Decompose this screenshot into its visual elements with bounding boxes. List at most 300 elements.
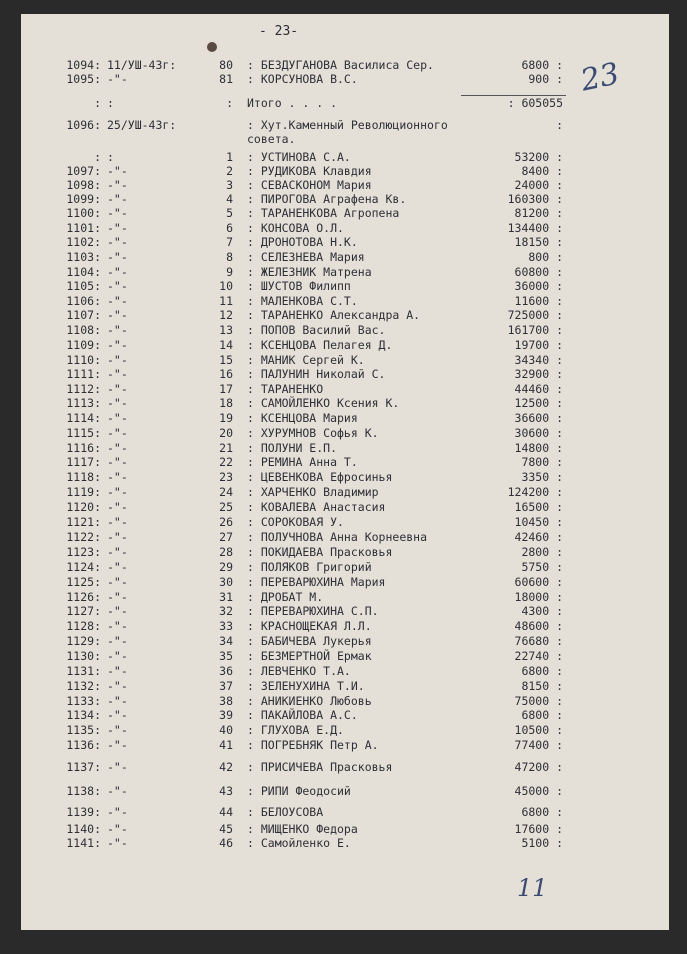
entry-name: : КСЕНЦОВА Мария (247, 411, 358, 425)
entry-amount: 6800 : (521, 805, 563, 819)
entry-number: 1112: (66, 382, 101, 396)
entry-sequence: 19 (219, 411, 233, 425)
entry-date: -"- (107, 604, 128, 618)
entry-sequence: 13 (219, 323, 233, 337)
entry-date: -"- (107, 679, 128, 693)
ledger-row (21, 694, 661, 708)
entry-sequence: 8 (226, 250, 233, 264)
entry-amount: 10500 : (514, 723, 563, 737)
entry-sequence: 15 (219, 353, 233, 367)
entry-date: -"- (107, 560, 128, 574)
entry-sequence: 46 (219, 836, 233, 850)
entry-amount: 60800 : (514, 265, 563, 279)
entry-date: -"- (107, 822, 128, 836)
ledger-row (21, 192, 661, 206)
ledger-row (21, 235, 661, 249)
entry-amount: 6800 : (521, 58, 563, 72)
entry-date: -"- (107, 836, 128, 850)
entry-name: : ДРОНОТОВА Н.К. (247, 235, 358, 249)
entry-number: 1122: (66, 530, 101, 544)
entry-date: -"- (107, 470, 128, 484)
entry-number: 1103: (66, 250, 101, 264)
entry-number: 1095: (66, 72, 101, 86)
entry-name: : ХАРЧЕНКО Владимир (247, 485, 379, 499)
entry-name: : Самойленко Е. (247, 836, 351, 850)
entry-amount: 19700 : (514, 338, 563, 352)
entry-name: : Хут.Каменный Революционного (247, 118, 448, 132)
entry-name: : БЕЗДУГАНОВА Василиса Сер. (247, 58, 434, 72)
entry-amount: 77400 : (514, 738, 563, 752)
entry-date: -"- (107, 164, 128, 178)
entry-sequence: 20 (219, 426, 233, 440)
entry-name: : УСТИНОВА С.А. (247, 150, 351, 164)
punch-hole (207, 42, 217, 52)
entry-number: 1126: (66, 590, 101, 604)
entry-date: -"- (107, 545, 128, 559)
entry-amount: 76680 : (514, 634, 563, 648)
entry-number: 1117: (66, 455, 101, 469)
entry-date: -"- (107, 515, 128, 529)
entry-name: : ПАЛУНИН Николай С. (247, 367, 386, 381)
entry-sequence: 6 (226, 221, 233, 235)
ledger-row (21, 590, 661, 604)
entry-name: Итого . . . . (247, 96, 338, 110)
entry-sequence: 24 (219, 485, 233, 499)
entry-number: 1101: (66, 221, 101, 235)
entry-number: 1102: (66, 235, 101, 249)
ledger-row (21, 805, 661, 819)
entry-number: 1125: (66, 575, 101, 589)
entry-name: : СЕВАСКОНОМ Мария (247, 178, 372, 192)
entry-sequence: 23 (219, 470, 233, 484)
entry-name: : ДРОБАТ М. (247, 590, 324, 604)
entry-date: -"- (107, 441, 128, 455)
entry-sequence: 2 (226, 164, 233, 178)
ledger-row (21, 265, 661, 279)
entry-name: : ПРИСИЧЕВА Прасковья (247, 760, 393, 774)
ledger-row (21, 118, 661, 132)
entry-sequence: 27 (219, 530, 233, 544)
ledger-row (21, 784, 661, 798)
entry-number: 1136: (66, 738, 101, 752)
entry-amount: 5750 : (521, 560, 563, 574)
entry-date: -"- (107, 353, 128, 367)
entry-sequence: 29 (219, 560, 233, 574)
entry-sequence: 35 (219, 649, 233, 663)
entry-sequence: 7 (226, 235, 233, 249)
ledger-row (21, 649, 661, 663)
entry-amount: 30600 : (514, 426, 563, 440)
ledger-row (21, 708, 661, 722)
entry-name: : ПИРОГОВА Аграфена Кв. (247, 192, 407, 206)
entry-amount: 18000 : (514, 590, 563, 604)
entry-date: -"- (107, 426, 128, 440)
entry-amount: 24000 : (514, 178, 563, 192)
entry-number: 1113: (66, 396, 101, 410)
entry-date: -"- (107, 619, 128, 633)
entry-amount: 48600 : (514, 619, 563, 633)
entry-date: -"- (107, 221, 128, 235)
entry-name: : БАБИЧЕВА Лукерья (247, 634, 372, 648)
entry-sequence: 38 (219, 694, 233, 708)
entry-name: : ХУРУМНОВ Софья К. (247, 426, 379, 440)
entry-sequence: 21 (219, 441, 233, 455)
entry-date: -"- (107, 634, 128, 648)
ledger-row (21, 500, 661, 514)
ledger-row (21, 470, 661, 484)
entry-name: : ТАРАНЕНКОВА Агропена (247, 206, 400, 220)
ledger-row (21, 72, 661, 86)
entry-name: : БЕЛОУСОВА (247, 805, 324, 819)
entry-sequence: 4 (226, 192, 233, 206)
entry-sequence: 30 (219, 575, 233, 589)
entry-sequence: 43 (219, 784, 233, 798)
entry-sequence: 40 (219, 723, 233, 737)
ledger-row (21, 221, 661, 235)
entry-date: : (107, 96, 114, 110)
entry-name: совета. (247, 132, 296, 146)
ledger-row (21, 338, 661, 352)
entry-sequence: 80 (219, 58, 233, 72)
entry-date: : (107, 150, 114, 164)
ledger-row (21, 411, 661, 425)
entry-number: 1104: (66, 265, 101, 279)
ledger-row (21, 679, 661, 693)
entry-name: : БЕЗМЕРТНОЙ Ермак (247, 649, 372, 663)
entry-name: : ТАРАНЕНКО Александра А. (247, 308, 421, 322)
entry-date: -"- (107, 760, 128, 774)
entry-sequence: 28 (219, 545, 233, 559)
entry-name: : РУДИКОВА Клавдия (247, 164, 372, 178)
entry-sequence: : (226, 96, 233, 110)
ledger-row (21, 634, 661, 648)
ledger-row (21, 441, 661, 455)
entry-amount: 36000 : (514, 279, 563, 293)
entry-amount: 4300 : (521, 604, 563, 618)
entry-amount: 75000 : (514, 694, 563, 708)
entry-amount: 32900 : (514, 367, 563, 381)
entry-name: : САМОЙЛЕНКО Ксения К. (247, 396, 400, 410)
entry-number: 1121: (66, 515, 101, 529)
ledger-row (21, 515, 661, 529)
entry-sequence: 39 (219, 708, 233, 722)
entry-date: -"- (107, 500, 128, 514)
ledger-row (21, 664, 661, 678)
entry-number: 1100: (66, 206, 101, 220)
entry-amount: : (556, 118, 563, 132)
ledger-row (21, 250, 661, 264)
entry-name: : ПАКАЙЛОВА А.С. (247, 708, 358, 722)
entry-sequence: 17 (219, 382, 233, 396)
entry-number: 1105: (66, 279, 101, 293)
entry-name: : МИЩЕНКО Федора (247, 822, 358, 836)
entry-date: -"- (107, 323, 128, 337)
entry-name: : КОРСУНОВА В.С. (247, 72, 358, 86)
entry-sequence: 12 (219, 308, 233, 322)
ledger-row (21, 575, 661, 589)
entry-amount: 53200 : (514, 150, 563, 164)
entry-amount: 134400 : (507, 221, 563, 235)
entry-amount: 11600 : (514, 294, 563, 308)
entry-number: 1109: (66, 338, 101, 352)
entry-sequence: 9 (226, 265, 233, 279)
ledger-row (21, 396, 661, 410)
entry-amount: 81200 : (514, 206, 563, 220)
entry-name: : ЦЕВЕНКОВА Ефросинья (247, 470, 393, 484)
ledger-row (21, 206, 661, 220)
entry-number: 1094: (66, 58, 101, 72)
entry-amount: 60600 : (514, 575, 563, 589)
entry-date: -"- (107, 308, 128, 322)
entry-name: : ШУСТОВ Филипп (247, 279, 351, 293)
ledger-row (21, 723, 661, 737)
entry-name: : ПОГРЕБНЯК Петр А. (247, 738, 379, 752)
entry-date: -"- (107, 649, 128, 663)
entry-date: -"- (107, 664, 128, 678)
entry-amount: 160300 : (507, 192, 563, 206)
entry-sequence: 5 (226, 206, 233, 220)
ledger-row (21, 382, 661, 396)
entry-number: 1116: (66, 441, 101, 455)
entry-amount: 124200 : (507, 485, 563, 499)
entry-amount: 6800 : (521, 708, 563, 722)
entry-amount: 14800 : (514, 441, 563, 455)
entry-name: : РЕМИНА Анна Т. (247, 455, 358, 469)
entry-date: -"- (107, 485, 128, 499)
ledger-row (21, 426, 661, 440)
entry-date: -"- (107, 338, 128, 352)
entry-sequence: 32 (219, 604, 233, 618)
entry-amount: 36600 : (514, 411, 563, 425)
entry-number: 1137: (66, 760, 101, 774)
entry-name: : ГЛУХОВА Е.Д. (247, 723, 344, 737)
entry-amount: 34340 : (514, 353, 563, 367)
ledger-row (21, 58, 661, 72)
entry-amount: 3350 : (521, 470, 563, 484)
entry-date: -"- (107, 250, 128, 264)
entry-date: -"- (107, 178, 128, 192)
entry-name: : РИПИ Феодосий (247, 784, 351, 798)
ledger-row (21, 353, 661, 367)
entry-amount: 8150 : (521, 679, 563, 693)
ledger-row (21, 294, 661, 308)
entry-date: -"- (107, 530, 128, 544)
entry-name: : КСЕНЦОВА Пелагея Д. (247, 338, 393, 352)
entry-sequence: 41 (219, 738, 233, 752)
entry-sequence: 26 (219, 515, 233, 529)
ledger-row (21, 323, 661, 337)
entry-name: : СЕЛЕЗНЕВА Мария (247, 250, 365, 264)
entry-amount: 42460 : (514, 530, 563, 544)
entry-number: : (94, 96, 101, 110)
entry-sequence: 3 (226, 178, 233, 192)
entry-name: : МАЛЕНКОВА С.Т. (247, 294, 358, 308)
entry-sequence: 37 (219, 679, 233, 693)
entry-sequence: 34 (219, 634, 233, 648)
ledger-row (21, 738, 661, 752)
entry-name: : КРАСНОЩЕКАЯ Л.Л. (247, 619, 372, 633)
ledger-row (21, 760, 661, 774)
entry-sequence: 44 (219, 805, 233, 819)
entry-date: -"- (107, 738, 128, 752)
entry-amount: 22740 : (514, 649, 563, 663)
entry-number: 1098: (66, 178, 101, 192)
entry-number: 1128: (66, 619, 101, 633)
entry-number: 1114: (66, 411, 101, 425)
entry-number: 1141: (66, 836, 101, 850)
entry-date: 11/УШ-43г: (107, 58, 177, 72)
entry-amount: 44460 : (514, 382, 563, 396)
ledger-row (21, 604, 661, 618)
entry-amount: 8400 : (521, 164, 563, 178)
ledger-row (21, 485, 661, 499)
entry-amount: 6800 : (521, 664, 563, 678)
entry-name: : ПОЛУНИ Е.П. (247, 441, 338, 455)
ledger-row (21, 178, 661, 192)
entry-name: : КОНСОВА О.Л. (247, 221, 344, 235)
entry-date: -"- (107, 411, 128, 425)
ledger-row (21, 279, 661, 293)
entry-date: -"- (107, 723, 128, 737)
ledger-row (21, 308, 661, 322)
entry-amount: 12500 : (514, 396, 563, 410)
entry-sequence: 1 (226, 150, 233, 164)
entry-amount: 16500 : (514, 500, 563, 514)
handwritten-mark: 11 (517, 874, 548, 902)
entry-sequence: 18 (219, 396, 233, 410)
ledger-row (21, 619, 661, 633)
ledger-row (21, 836, 661, 850)
entry-date: -"- (107, 235, 128, 249)
document-page (21, 14, 669, 930)
entry-number: 1132: (66, 679, 101, 693)
entry-date: -"- (107, 382, 128, 396)
entry-number: 1140: (66, 822, 101, 836)
entry-number: 1097: (66, 164, 101, 178)
entry-number: 1139: (66, 805, 101, 819)
entry-date: 25/УШ-43г: (107, 118, 177, 132)
entry-sequence: 45 (219, 822, 233, 836)
entry-number: 1135: (66, 723, 101, 737)
entry-sequence: 81 (219, 72, 233, 86)
ledger-row (21, 545, 661, 559)
entry-name: : СОРОКОВАЯ У. (247, 515, 344, 529)
ledger-row (21, 530, 661, 544)
entry-number: 1123: (66, 545, 101, 559)
entry-number: 1130: (66, 649, 101, 663)
entry-number: : (94, 150, 101, 164)
entry-number: 1099: (66, 192, 101, 206)
entry-amount: 17600 : (514, 822, 563, 836)
entry-number: 1134: (66, 708, 101, 722)
entry-number: 1131: (66, 664, 101, 678)
entry-sequence: 36 (219, 664, 233, 678)
entry-name: : КОВАЛЕВА Анастасия (247, 500, 386, 514)
ledger-row (21, 560, 661, 574)
entry-date: -"- (107, 265, 128, 279)
ledger-row (21, 367, 661, 381)
entry-number: 1111: (66, 367, 101, 381)
entry-number: 1110: (66, 353, 101, 367)
entry-amount: : 605055 (507, 96, 563, 110)
entry-sequence: 11 (219, 294, 233, 308)
entry-number: 1115: (66, 426, 101, 440)
entry-number: 1129: (66, 634, 101, 648)
entry-amount: 161700 : (507, 323, 563, 337)
entry-date: -"- (107, 192, 128, 206)
entry-date: -"- (107, 784, 128, 798)
entry-name: : АНИКИЕНКО Любовь (247, 694, 372, 708)
ledger-row (21, 150, 661, 164)
entry-date: -"- (107, 72, 128, 86)
entry-date: -"- (107, 694, 128, 708)
entry-sequence: 14 (219, 338, 233, 352)
entry-amount: 18150 : (514, 235, 563, 249)
entry-sequence: 16 (219, 367, 233, 381)
ledger-row (21, 132, 661, 146)
entry-name: : ПОЛУЧНОВА Анна Корнеевна (247, 530, 428, 544)
entry-date: -"- (107, 805, 128, 819)
entry-number: 1124: (66, 560, 101, 574)
entry-name: : МАНИК Сергей К. (247, 353, 365, 367)
entry-name: : ЖЕЛЕЗНИК Матрена (247, 265, 372, 279)
entry-name: : ПОКИДАЕВА Прасковья (247, 545, 393, 559)
entry-amount: 45000 : (514, 784, 563, 798)
entry-date: -"- (107, 396, 128, 410)
entry-date: -"- (107, 575, 128, 589)
entry-number: 1118: (66, 470, 101, 484)
entry-sequence: 10 (219, 279, 233, 293)
entry-number: 1119: (66, 485, 101, 499)
entry-amount: 5100 : (521, 836, 563, 850)
entry-sequence: 25 (219, 500, 233, 514)
entry-name: : ПОПОВ Василий Вас. (247, 323, 386, 337)
entry-name: : ЛЕВЧЕНКО Т.А. (247, 664, 351, 678)
entry-amount: 725000 : (507, 308, 563, 322)
entry-name: : ПОЛЯКОВ Григорий (247, 560, 372, 574)
entry-date: -"- (107, 206, 128, 220)
ledger-row (21, 164, 661, 178)
entry-name: : ЗЕЛЕНУХИНА Т.И. (247, 679, 365, 693)
entry-name: : ПЕРЕВАРЮХИНА С.П. (247, 604, 379, 618)
entry-sequence: 42 (219, 760, 233, 774)
handwritten-folio-number: 23 (577, 56, 623, 99)
entry-number: 1108: (66, 323, 101, 337)
entry-number: 1106: (66, 294, 101, 308)
entry-amount: 800 : (528, 250, 563, 264)
entry-date: -"- (107, 294, 128, 308)
entry-amount: 900 : (528, 72, 563, 86)
entry-amount: 10450 : (514, 515, 563, 529)
entry-number: 1107: (66, 308, 101, 322)
entry-date: -"- (107, 367, 128, 381)
entry-date: -"- (107, 590, 128, 604)
entry-name: : ТАРАНЕНКО (247, 382, 324, 396)
entry-number: 1138: (66, 784, 101, 798)
page-number: - 23- (259, 24, 299, 39)
entry-number: 1120: (66, 500, 101, 514)
entry-amount: 2800 : (521, 545, 563, 559)
entry-amount: 47200 : (514, 760, 563, 774)
entry-sequence: 33 (219, 619, 233, 633)
entry-date: -"- (107, 279, 128, 293)
entry-amount: 7800 : (521, 455, 563, 469)
ledger-row (21, 96, 661, 110)
ledger-row (21, 822, 661, 836)
ledger-row (21, 455, 661, 469)
entry-sequence: 22 (219, 455, 233, 469)
entry-name: : ПЕРЕВАРЮХИНА Мария (247, 575, 386, 589)
